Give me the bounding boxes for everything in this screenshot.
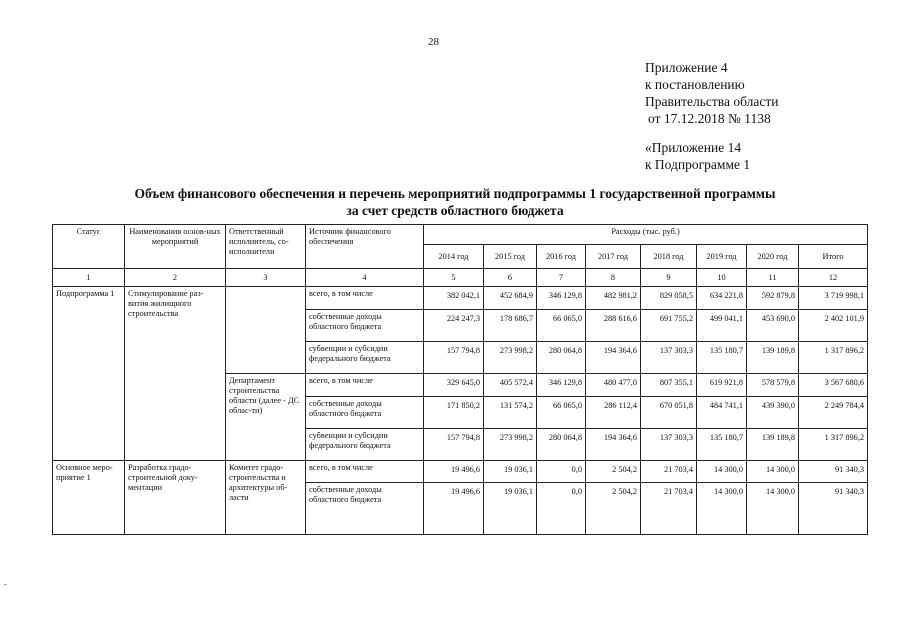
total-cell: 3 719 998,1 xyxy=(799,287,868,310)
header-status: Статус xyxy=(53,225,125,269)
appendix-line: к Подпрограмме 1 xyxy=(645,157,751,172)
value-cell: 19 496,6 xyxy=(424,483,484,535)
status-cell: Основное меро-приятие 1 xyxy=(53,461,125,535)
header-total: Итого xyxy=(799,245,868,269)
appendix-line: Приложение 4 xyxy=(645,60,728,75)
total-cell: 1 317 896,2 xyxy=(799,429,868,461)
value-cell: 453 690,0 xyxy=(747,310,799,342)
value-cell: 691 755,2 xyxy=(641,310,697,342)
value-cell: 286 112,4 xyxy=(586,397,641,429)
total-cell: 1 317 896,2 xyxy=(799,342,868,374)
header-measures: Наименования основ-ных мероприятий xyxy=(125,225,226,269)
source-cell: всего, в том числе xyxy=(306,374,424,397)
value-cell: 14 300,0 xyxy=(747,461,799,483)
header-year: 2016 год xyxy=(537,245,586,269)
total-cell: 91 340,3 xyxy=(799,461,868,483)
value-cell: 484 741,1 xyxy=(697,397,747,429)
column-number: 3 xyxy=(226,269,306,287)
column-number: 1 xyxy=(53,269,125,287)
value-cell: 19 496,6 xyxy=(424,461,484,483)
value-cell: 135 180,7 xyxy=(697,429,747,461)
header-year: 2018 год xyxy=(641,245,697,269)
value-cell: 171 850,2 xyxy=(424,397,484,429)
header-source: Источник финансового обеспечения xyxy=(306,225,424,269)
source-cell: субвенции и субсидии федерального бюджета xyxy=(306,342,424,374)
value-cell: 807 355,1 xyxy=(641,374,697,397)
column-number: 4 xyxy=(306,269,424,287)
total-cell: 91 340,3 xyxy=(799,483,868,535)
value-cell: 405 572,4 xyxy=(484,374,537,397)
value-cell: 14 300,0 xyxy=(697,483,747,535)
table-header-row xyxy=(53,225,868,245)
source-cell: собственные доходы областного бюджета xyxy=(306,310,424,342)
total-cell: 2 402 101,9 xyxy=(799,310,868,342)
page-number: 28 xyxy=(428,36,439,48)
value-cell: 178 686,7 xyxy=(484,310,537,342)
column-number: 9 xyxy=(641,269,697,287)
column-number: 7 xyxy=(537,269,586,287)
value-cell: 14 300,0 xyxy=(747,483,799,535)
value-cell: 280 064,8 xyxy=(537,429,586,461)
header-expenses: Расходы (тыс. руб.) xyxy=(424,225,868,245)
value-cell: 480 477,0 xyxy=(586,374,641,397)
total-cell: 3 567 680,6 xyxy=(799,374,868,397)
value-cell: 157 794,8 xyxy=(424,429,484,461)
appendix-line: «Приложение 14 xyxy=(645,140,742,155)
source-cell: всего, в том числе xyxy=(306,287,424,310)
status-cell: Подпрограмма 1 xyxy=(53,287,125,461)
executor-cell xyxy=(226,287,306,374)
value-cell: 499 041,1 xyxy=(697,310,747,342)
value-cell: 19 036,1 xyxy=(484,461,537,483)
financing-table xyxy=(52,224,868,535)
column-number: 5 xyxy=(424,269,484,287)
value-cell: 273 998,2 xyxy=(484,429,537,461)
value-cell: 2 504,2 xyxy=(586,483,641,535)
value-cell: 592 879,8 xyxy=(747,287,799,310)
source-cell: собственные доходы областного бюджета xyxy=(306,397,424,429)
column-number: 10 xyxy=(697,269,747,287)
value-cell: 452 684,9 xyxy=(484,287,537,310)
value-cell: 0,0 xyxy=(537,483,586,535)
value-cell: 346 129,8 xyxy=(537,287,586,310)
header-year: 2020 год xyxy=(747,245,799,269)
header-executor: Ответственный исполнитель, со-исполнители xyxy=(226,225,306,269)
value-cell: 157 794,8 xyxy=(424,342,484,374)
measure-cell: Разработка градо-строительной доку-ментации xyxy=(125,461,226,535)
column-number: 6 xyxy=(484,269,537,287)
value-cell: 21 703,4 xyxy=(641,461,697,483)
appendix-line: от 17.12.2018 № 1138 xyxy=(648,111,771,126)
column-number-row xyxy=(53,269,868,287)
value-cell: 273 998,2 xyxy=(484,342,537,374)
header-year: 2017 год xyxy=(586,245,641,269)
value-cell: 194 364,6 xyxy=(586,342,641,374)
value-cell: 137 303,3 xyxy=(641,342,697,374)
appendix-line: Правительства области xyxy=(645,94,779,109)
value-cell: 346 129,8 xyxy=(537,374,586,397)
table-row xyxy=(53,287,868,310)
value-cell: 634 221,8 xyxy=(697,287,747,310)
value-cell: 382 042,1 xyxy=(424,287,484,310)
appendix-line: к постановлению xyxy=(645,77,745,92)
value-cell: 14 300,0 xyxy=(697,461,747,483)
header-year: 2019 год xyxy=(697,245,747,269)
value-cell: 139 189,8 xyxy=(747,342,799,374)
value-cell: 482 981,2 xyxy=(586,287,641,310)
source-cell: субвенции и субсидии федерального бюджета xyxy=(306,429,424,461)
value-cell: 135 180,7 xyxy=(697,342,747,374)
appendix-block xyxy=(645,59,778,173)
column-number: 11 xyxy=(747,269,799,287)
value-cell: 829 058,5 xyxy=(641,287,697,310)
header-year: 2014 год xyxy=(424,245,484,269)
source-cell: всего, в том числе xyxy=(306,461,424,483)
column-number: 12 xyxy=(799,269,868,287)
title-line: за счет средств областного бюджета xyxy=(346,203,564,218)
value-cell: 670 051,8 xyxy=(641,397,697,429)
value-cell: 19 036,1 xyxy=(484,483,537,535)
value-cell: 137 303,3 xyxy=(641,429,697,461)
value-cell: 288 616,6 xyxy=(586,310,641,342)
value-cell: 139 189,8 xyxy=(747,429,799,461)
column-number: 8 xyxy=(586,269,641,287)
executor-cell: Департамент строительства области (далее - ДС облас-ти) xyxy=(226,374,306,461)
margin-mark: - xyxy=(4,580,7,589)
document-title xyxy=(60,185,850,219)
header-year: 2015 год xyxy=(484,245,537,269)
measure-cell: Стимулирование раз-вития жилищного строительства xyxy=(125,287,226,461)
value-cell: 66 065,0 xyxy=(537,310,586,342)
table-row xyxy=(53,461,868,483)
column-number: 2 xyxy=(125,269,226,287)
value-cell: 66 065,0 xyxy=(537,397,586,429)
value-cell: 280 064,8 xyxy=(537,342,586,374)
value-cell: 2 504,2 xyxy=(586,461,641,483)
total-cell: 2 249 784,4 xyxy=(799,397,868,429)
value-cell: 578 579,8 xyxy=(747,374,799,397)
title-line: Объем финансового обеспечения и перечень мероприятий подпрограммы 1 государственной программы xyxy=(134,186,776,201)
value-cell: 21 703,4 xyxy=(641,483,697,535)
executor-cell: Комитет градо-строительства и архитектуры об-ласти xyxy=(226,461,306,535)
value-cell: 224 247,3 xyxy=(424,310,484,342)
value-cell: 329 645,0 xyxy=(424,374,484,397)
value-cell: 439 390,0 xyxy=(747,397,799,429)
value-cell: 619 921,8 xyxy=(697,374,747,397)
source-cell: собственные доходы областного бюджета xyxy=(306,483,424,535)
value-cell: 194 364,6 xyxy=(586,429,641,461)
value-cell: 131 574,2 xyxy=(484,397,537,429)
value-cell: 0,0 xyxy=(537,461,586,483)
